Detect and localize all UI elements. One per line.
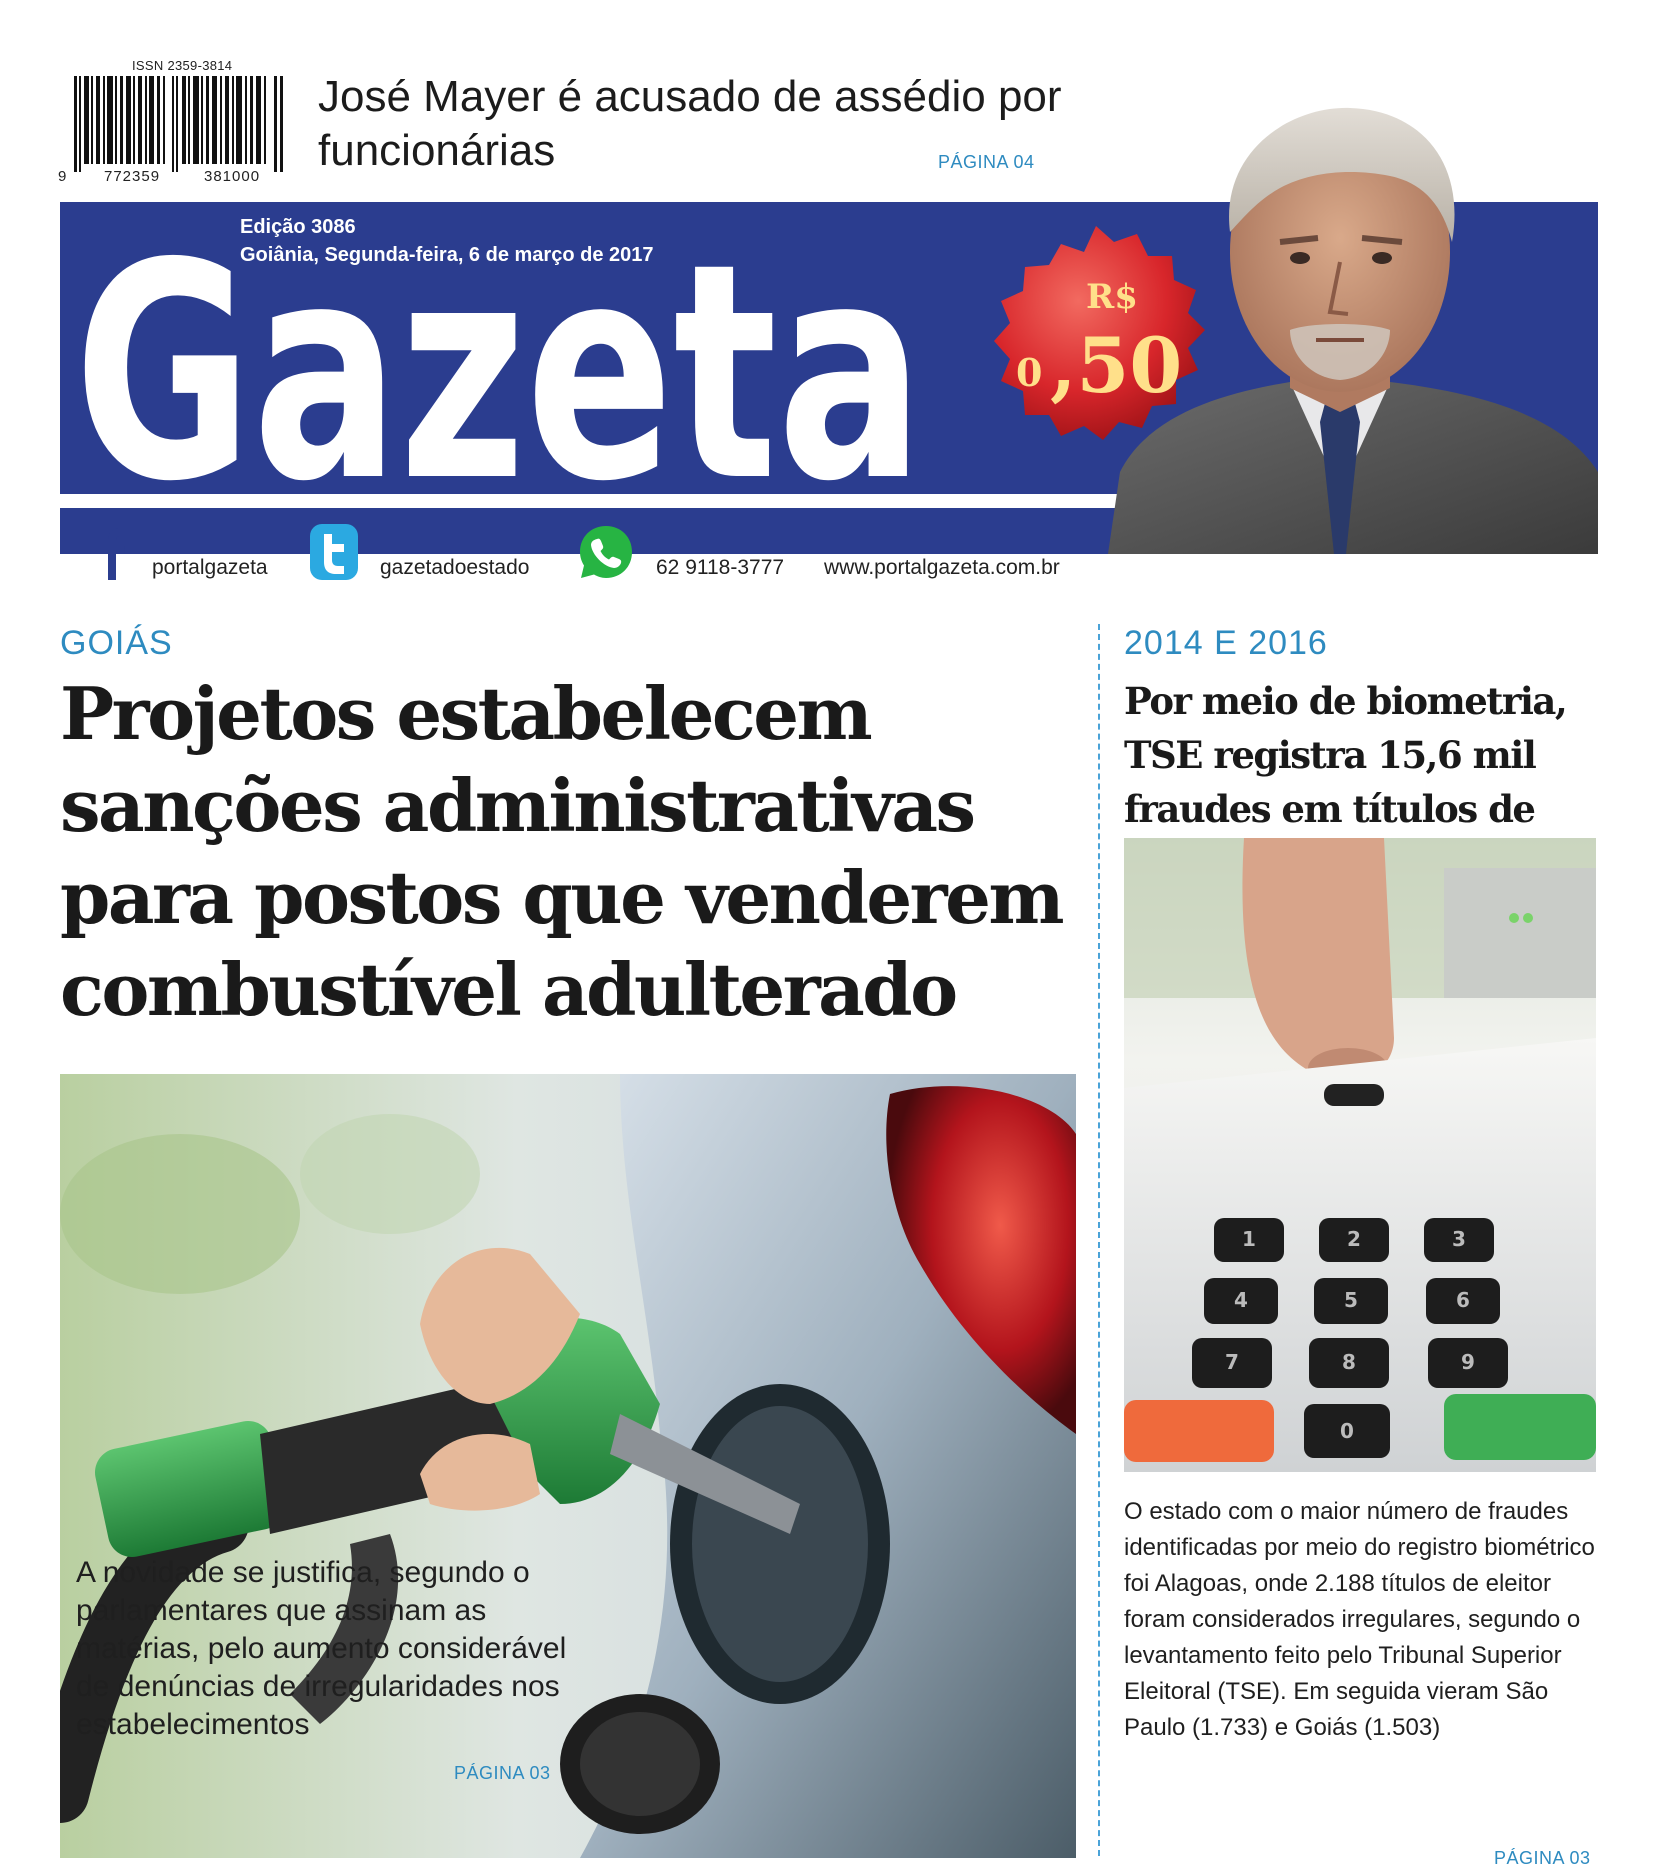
svg-text:9: 9	[1461, 1350, 1475, 1374]
barcode-digit-lead: 9	[58, 168, 67, 185]
dateline: Goiânia, Segunda-feira, 6 de março de 2017	[240, 244, 654, 266]
svg-text:2: 2	[1347, 1227, 1361, 1251]
svg-text:0: 0	[1340, 1419, 1354, 1443]
teaser-page-ref[interactable]: PÁGINA 04	[938, 152, 1035, 172]
svg-text:3: 3	[1452, 1227, 1466, 1251]
svg-text:1: 1	[1242, 1227, 1256, 1251]
side-story-page-ref[interactable]: PÁGINA 03	[1494, 1848, 1591, 1868]
main-story-kicker: GOIÁS	[60, 624, 173, 662]
logo-text: Gazeta	[74, 200, 924, 490]
teaser-headline[interactable]: José Mayer é acusado de assédio por funcionárias	[318, 72, 1062, 175]
barcode-digits-right: 381000	[204, 168, 261, 185]
edition-number: Edição 3086	[240, 216, 356, 238]
biometric-voting-photo[interactable]	[1124, 838, 1596, 1472]
issn-number: ISSN 2359-3814	[132, 58, 233, 73]
side-story-headline[interactable]: Por meio de biometria, TSE registra 15,6 mil fraudes em títulos de	[1124, 679, 1567, 831]
main-story-headline[interactable]: Projetos estabelecem sanções administrativas para postos que venderem combustível adulterado	[60, 671, 1063, 1032]
svg-text:6: 6	[1456, 1288, 1470, 1312]
column-divider	[1098, 624, 1100, 1856]
svg-text:8: 8	[1342, 1350, 1356, 1374]
facebook-icon[interactable]	[100, 528, 130, 580]
website-link[interactable]: www.portalgazeta.com.br	[824, 556, 1060, 579]
main-story-caption: A novidade se justifica, segundo o parlamentares que assinam as matérias, pelo aumento considerável de denúncias de irregularidades nos estabelecimentos	[76, 1556, 567, 1741]
main-story-page-ref[interactable]: PÁGINA 03	[454, 1763, 551, 1783]
twitter-handle[interactable]: gazetadoestado	[380, 556, 530, 579]
whatsapp-icon[interactable]	[578, 524, 634, 580]
side-story-kicker: 2014 E 2016	[1124, 624, 1328, 662]
facebook-handle[interactable]: portalgazeta	[152, 556, 268, 579]
side-story-caption: O estado com o maior número de fraudes identificadas por meio do registro biométrico foi Alagoas, onde 2.188 títulos de eleitor foram considerados irregulares, segundo o levantamento feito pelo Tribunal Superior Eleitoral (TSE). Em seguida vieram São Paulo (1.733) e Goiás (1.503)	[1124, 1498, 1595, 1741]
whatsapp-number[interactable]: 62 9118-3777	[656, 556, 785, 579]
price-cents: ,50	[1050, 321, 1183, 410]
price-integer: 0	[1016, 350, 1043, 395]
svg-text:4: 4	[1234, 1288, 1248, 1312]
svg-text:5: 5	[1344, 1288, 1358, 1312]
jose-mayer-photo[interactable]	[1090, 92, 1598, 554]
barcode-digits-left: 772359	[104, 168, 161, 185]
reader-device	[1444, 868, 1596, 998]
barcode	[74, 76, 284, 172]
price-currency: R$	[1086, 277, 1138, 317]
voting-machine-illustration	[1124, 838, 1596, 1472]
svg-text:7: 7	[1225, 1350, 1239, 1374]
twitter-icon[interactable]	[310, 524, 358, 580]
